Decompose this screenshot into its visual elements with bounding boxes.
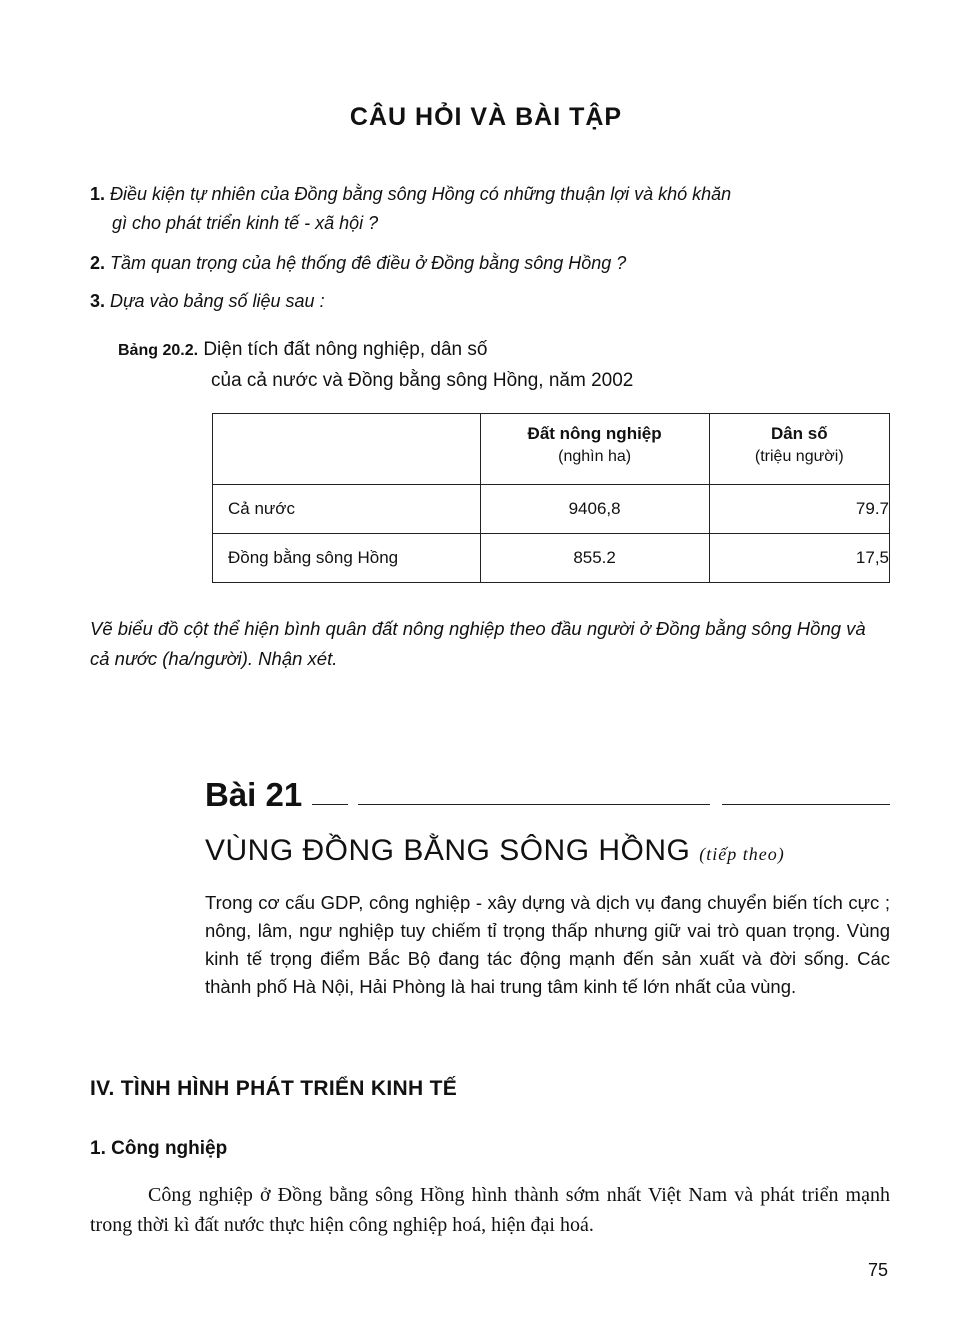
header-cell-land	[480, 414, 709, 485]
header-cell-empty	[213, 414, 481, 485]
question-1	[90, 180, 900, 238]
question-number: 2.	[90, 253, 106, 273]
lesson-subtitle: (tiếp theo)	[699, 844, 785, 864]
body-paragraph: Công nghiệp ở Đồng bằng sông Hồng hình thành sớm nhất Việt Nam và phát triển mạnh trong thời kì đất nước thực hiện công nghiệp hoá, hiện đại hoá.	[90, 1184, 890, 1236]
lesson-number: Bài 21	[205, 776, 303, 813]
header-population-title: Dân số	[770, 424, 828, 443]
question-text: Dựa vào bảng số liệu sau :	[110, 291, 325, 311]
table-caption-line1: Diện tích đất nông nghiệp, dân số	[203, 339, 488, 360]
exercise-instruction: Vẽ biểu đồ cột thể hiện bình quân đất nông nghiệp theo đầu người ở Đồng bằng sông Hồng và cả nước (ha/người). Nhận xét.	[90, 618, 866, 669]
table-row	[213, 485, 890, 534]
section-title: CÂU HỎI VÀ BÀI TẬP	[349, 103, 623, 131]
header-land-unit: (nghìn ha)	[558, 448, 632, 465]
table-header-row	[213, 414, 890, 485]
heading-rule	[312, 804, 348, 805]
cell-population: 79.7	[709, 485, 889, 534]
question-text: Điều kiện tự nhiên của Đồng bằng sông Hồng có những thuận lợi và khó khăn	[110, 184, 732, 204]
header-population-unit: (triệu người)	[754, 448, 844, 465]
question-2	[90, 249, 900, 278]
heading-rule	[722, 804, 890, 805]
question-text-cont: gì cho phát triển kinh tế - xã hội ?	[112, 213, 379, 233]
question-number: 1.	[90, 184, 106, 204]
question-3	[90, 287, 900, 316]
lesson-title	[205, 834, 785, 868]
lesson-title-text: VÙNG ĐỒNG BẰNG SÔNG HỒNG	[205, 834, 691, 867]
heading-rule	[358, 804, 710, 805]
cell-population: 17,5	[709, 534, 889, 583]
cell-region: Đồng bằng sông Hồng	[213, 534, 481, 583]
cell-land: 9406,8	[480, 485, 709, 534]
header-cell-population	[709, 414, 889, 485]
question-number: 3.	[90, 291, 106, 311]
lesson-intro: Trong cơ cấu GDP, công nghiệp - xây dựng và dịch vụ đang chuyển biến tích cực ; nông, lâm, ngư nghiệp tuy chiếm tỉ trọng thấp nhưng giữ vai trò quan trọng. Vùng kinh tế trọng điểm Bắc Bộ đang tác động mạnh đến sản xuất và đời sống. Các thành phố Hà Nội, Hải Phòng là hai trung tâm kinh tế lớn nhất của vùng.	[205, 892, 890, 997]
table-caption-line2: của cả nước và Đồng bằng sông Hồng, năm 2002	[211, 370, 634, 391]
subsection-heading: 1. Công nghiệp	[90, 1138, 228, 1159]
table-label: Bảng 20.2.	[118, 342, 199, 359]
header-land-title: Đất nông nghiệp	[527, 424, 662, 443]
cell-land: 855.2	[480, 534, 709, 583]
section-iv-heading: IV. TÌNH HÌNH PHÁT TRIỂN KINH TẾ	[90, 1077, 458, 1100]
page-number: 75	[868, 1260, 889, 1280]
table-caption	[118, 335, 633, 396]
question-text: Tầm quan trọng của hệ thống đê điều ở Đồng bằng sông Hồng ?	[110, 253, 627, 273]
table-row	[213, 534, 890, 583]
cell-region: Cả nước	[213, 485, 481, 534]
data-table	[212, 413, 890, 583]
